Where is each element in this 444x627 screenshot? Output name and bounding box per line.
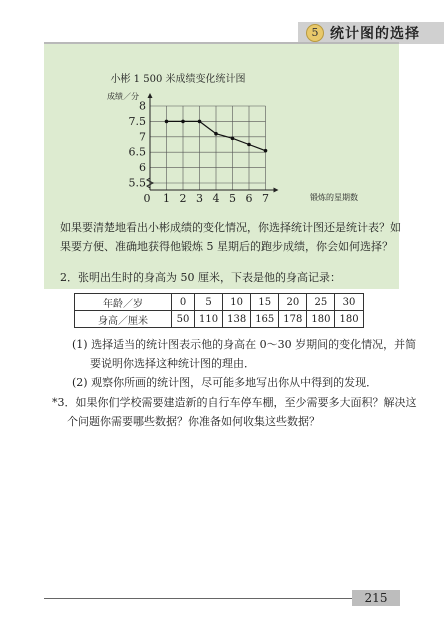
y-axis-label: 成绩／分: [107, 92, 139, 101]
table-cell: 25: [307, 294, 335, 311]
x-tick-label: 2: [179, 192, 187, 205]
y-axis-arrow: [148, 93, 153, 98]
table-cell: 15: [251, 294, 279, 311]
chapter-title: 统计图的选择: [330, 26, 420, 42]
y-tick-label: 5.5: [128, 176, 146, 190]
table-cell: 110: [195, 311, 223, 328]
subpart-2: (2) 观察你所画的统计图，尽可能多地写出你从中得到的发现．: [72, 376, 378, 389]
row-header: 身高／厘米: [75, 311, 172, 328]
data-point: [214, 132, 218, 136]
x-tick-label: 1: [163, 192, 170, 205]
x-tick-label: 6: [245, 192, 253, 205]
table-cell: 30: [335, 294, 363, 311]
y-tick-label: 6: [139, 161, 146, 175]
data-point: [165, 120, 169, 124]
data-point: [181, 120, 185, 124]
question-2-subparts: [72, 335, 417, 392]
table-cell: 165: [251, 311, 279, 328]
table-cell: 178: [279, 311, 307, 328]
table-cell: 180: [335, 311, 363, 328]
table-cell: 50: [172, 311, 195, 328]
table-cell: 20: [279, 294, 307, 311]
data-point: [198, 120, 202, 124]
x-tick-label: 4: [212, 192, 220, 205]
line-chart: [100, 70, 400, 210]
data-point: [231, 137, 235, 141]
x-axis-arrow: [274, 188, 279, 193]
y-tick-label: 7.5: [128, 114, 146, 128]
x-tick-label: 5: [229, 192, 236, 205]
table-cell: 10: [223, 294, 251, 311]
paragraph-line: 果要方便、准确地获得他锻炼 5 星期后的跑步成绩，你会如何选择？: [60, 240, 393, 253]
question-3-line: 个问题你需要哪些数据？你准备如何收集这些数据？: [67, 415, 320, 428]
chart-question-paragraph: [60, 218, 400, 256]
y-tick-label: 6.5: [128, 145, 146, 159]
row-header: 年龄／岁: [75, 294, 172, 311]
table-cell: 0: [172, 294, 195, 311]
y-tick-label: 8: [139, 99, 146, 113]
chart-title: 小彬 1 500 米成绩变化统计图: [110, 74, 246, 85]
x-tick-label: 7: [262, 192, 269, 205]
question-3-line: *3．如果你们学校需要建造新的自行车停车棚，至少需要多大面积？解决这: [52, 396, 417, 409]
x-tick-label: 3: [196, 192, 203, 205]
table-row: [75, 311, 364, 328]
x-axis-label: 锻炼的星期数: [310, 193, 358, 202]
table-cell: 5: [195, 294, 223, 311]
question-2-text: 2．张明出生时的身高为 50 厘米，下表是他的身高记录：: [60, 271, 341, 284]
table-cell: 138: [223, 311, 251, 328]
table-cell: 180: [307, 311, 335, 328]
subpart-1-line: 要说明你选择这种统计图的理由．: [90, 357, 255, 370]
subpart-1-line: (1) 选择适当的统计图表示他的身高在 0～30 岁期间的变化情况，并简: [72, 338, 417, 351]
footer-rule: [44, 598, 370, 599]
data-point: [247, 143, 251, 147]
height-record-table: [74, 293, 364, 328]
paragraph-line: 如果要清楚地看出小彬成绩的变化情况，你选择统计图还是统计表？如: [60, 221, 401, 234]
table-row: [75, 294, 364, 311]
chapter-number: 5: [306, 24, 324, 42]
y-tick-label: 7: [139, 130, 146, 144]
question-3: [52, 393, 417, 431]
data-point: [264, 149, 268, 153]
x-tick-label: 0: [143, 192, 151, 205]
page-number: 215: [352, 590, 400, 606]
